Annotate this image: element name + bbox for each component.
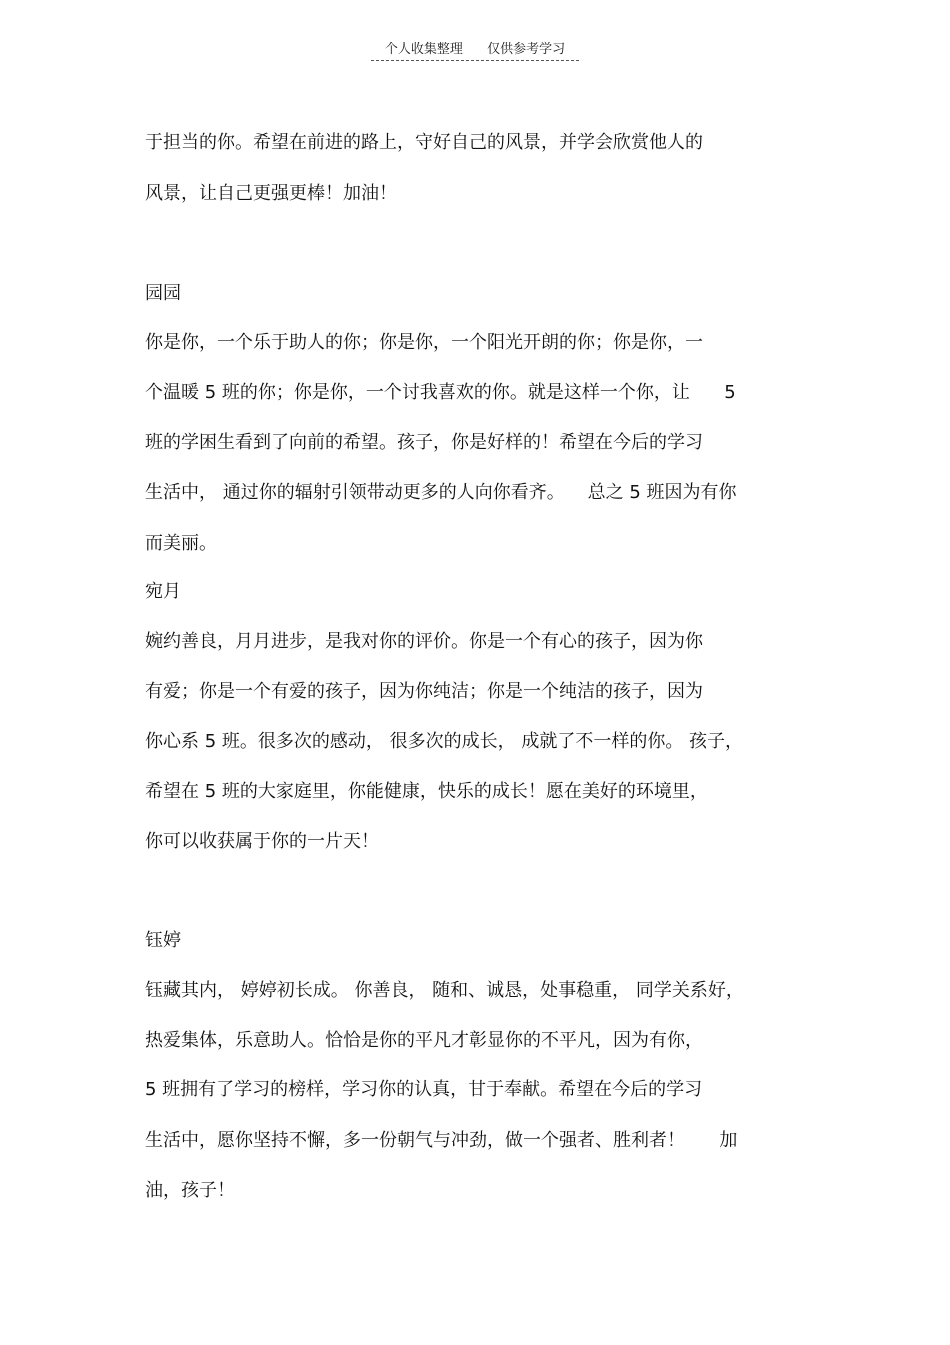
text-line: 你心系 5 班。很多次的感动， 很多次的成长， 成就了不一样的你。 孩子， <box>145 731 744 752</box>
header-left-text: 个人收集整理 <box>384 42 463 57</box>
text-line: 希望在 5 班的大家庭里，你能健康，快乐的成长！愿在美好的环境里， <box>145 781 708 802</box>
text-line: 风景，让自己更强更棒！加油！ <box>145 183 397 204</box>
student-name: 园园 <box>145 283 181 304</box>
text-line: 热爱集体，乐意助人。恰恰是你的平凡才彰显你的不平凡，因为有你， <box>145 1030 703 1051</box>
student-name: 宛月 <box>145 581 181 602</box>
text-line: 有爱；你是一个有爱的孩子，因为你纯洁；你是一个纯洁的孩子，因为 <box>145 681 703 702</box>
text-line: 5 班拥有了学习的榜样，学习你的认真，甘于奉献。希望在今后的学习 <box>145 1079 703 1100</box>
header-underline <box>371 38 579 61</box>
header-right-text: 仅供参考学习 <box>487 42 566 57</box>
text-line: 你是你，一个乐于助人的你；你是你，一个阳光开朗的你；你是你，一 <box>145 332 703 353</box>
text-line: 于担当的你。希望在前进的路上，守好自己的风景，并学会欣赏他人的 <box>145 132 703 153</box>
text-line: 婉约善良，月月进步，是我对你的评价。你是一个有心的孩子，因为你 <box>145 631 703 652</box>
text-line: 而美丽。 <box>145 533 217 554</box>
text-line: 油，孩子！ <box>145 1180 235 1201</box>
page-header <box>0 38 950 61</box>
text-line: 钰藏其内， 婷婷初长成。 你善良， 随和、诚恳，处事稳重， 同学关系好， <box>145 980 744 1001</box>
text-line: 个温暖 5 班的你；你是你，一个讨我喜欢的你。就是这样一个你，让 5 <box>145 382 736 403</box>
text-line: 班的学困生看到了向前的希望。孩子，你是好样的！希望在今后的学习 <box>145 432 703 453</box>
text-line: 生活中， 通过你的辐射引领带动更多的人向你看齐。 总之 5 班因为有你 <box>145 482 737 503</box>
text-line: 你可以收获属于你的一片天！ <box>145 831 379 852</box>
student-name: 钰婷 <box>145 930 181 951</box>
text-line: 生活中，愿你坚持不懈，多一份朝气与冲劲，做一个强者、胜利者！ 加 <box>145 1130 738 1151</box>
